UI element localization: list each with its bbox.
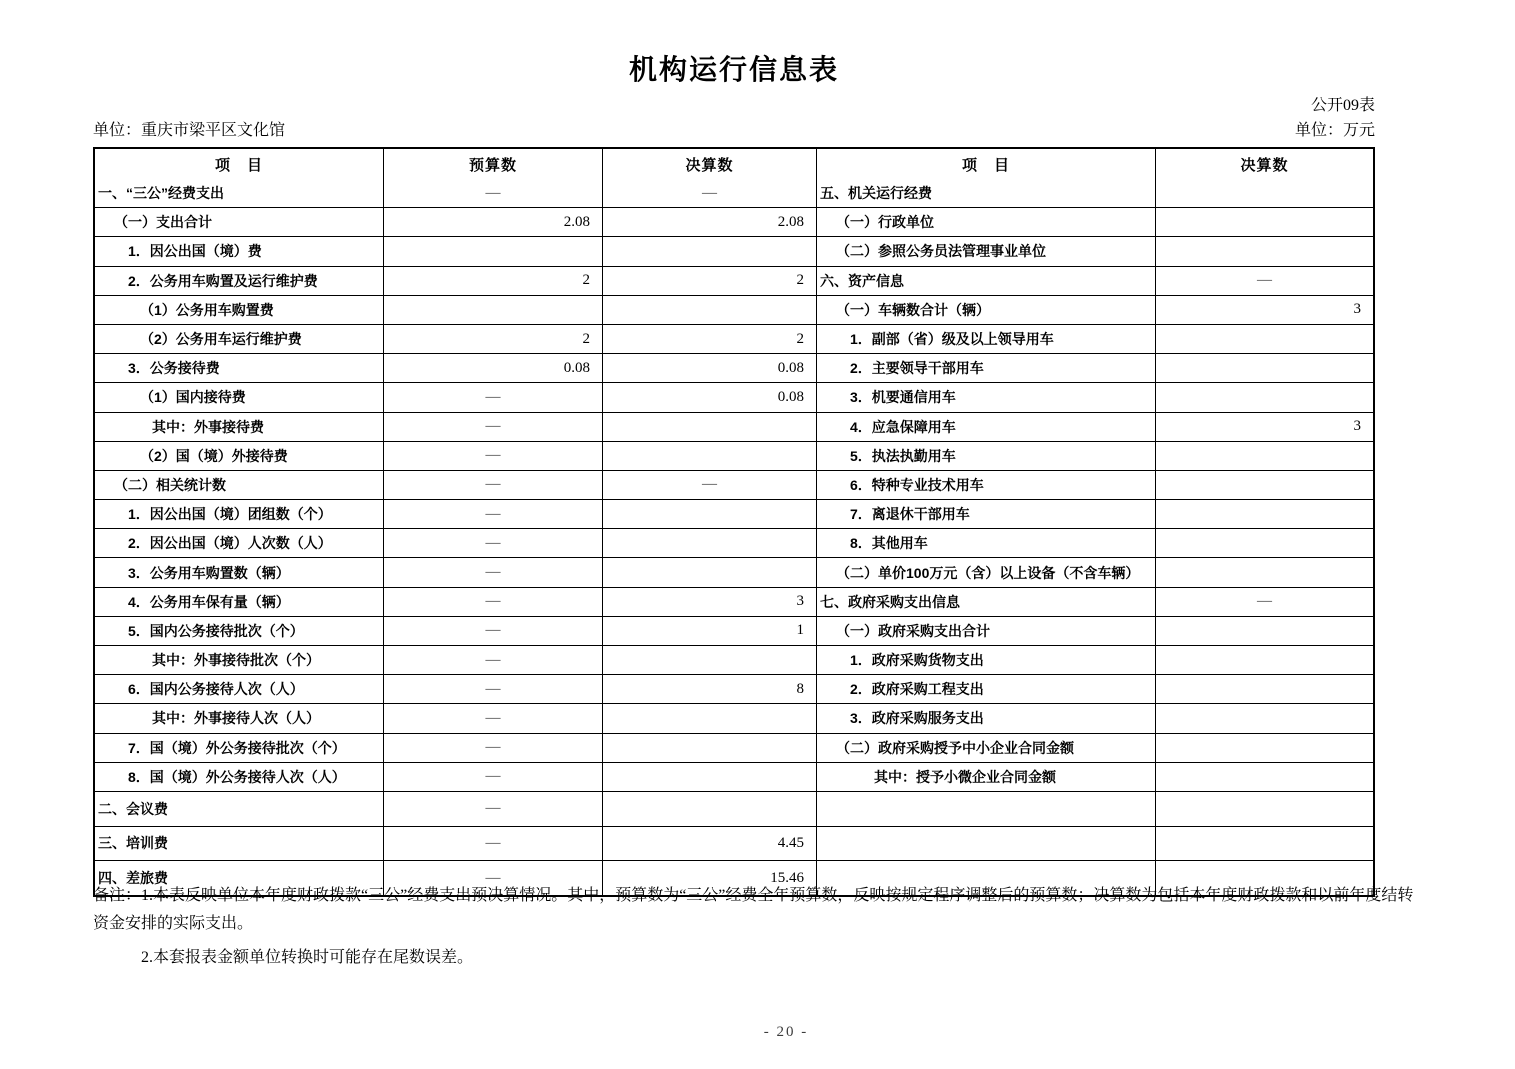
item-cell-left: （2）公务用车运行维护费	[95, 325, 384, 353]
final-cell-right	[1156, 237, 1373, 265]
final-cell-left: 8	[603, 675, 817, 703]
budget-cell: —	[384, 646, 603, 674]
budget-cell: —	[384, 827, 603, 861]
item-cell-right: 6．特种专业技术用车	[817, 471, 1156, 499]
final-cell-right	[1156, 442, 1373, 470]
item-cell-right: 7．离退休干部用车	[817, 500, 1156, 528]
budget-cell: —	[384, 792, 603, 826]
final-cell-right: —	[1257, 272, 1272, 289]
table-row	[95, 587, 1373, 616]
table-row	[95, 382, 1373, 411]
item-cell-right: 4．应急保障用车	[817, 413, 1156, 441]
table-row	[95, 295, 1373, 324]
item-cell-right: （二）单价100万元（含）以上设备（不含车辆）	[817, 558, 1156, 586]
final-cell-left	[603, 734, 817, 762]
final-cell-right	[1156, 617, 1373, 645]
item-cell-left: 4．公务用车保有量（辆）	[95, 588, 384, 616]
final-cell-left: 3	[603, 588, 817, 616]
item-cell-right: 1．副部（省）级及以上领导用车	[817, 325, 1156, 353]
item-cell-right: （二）政府采购授予中小企业合同金额	[817, 734, 1156, 762]
budget-cell: 0.08	[384, 354, 603, 382]
budget-cell: —	[384, 617, 603, 645]
unit-currency-label: 单位：万元	[1294, 122, 1375, 139]
page-number: - 20 -	[763, 1024, 809, 1040]
final-cell-left: 4.45	[603, 827, 817, 861]
item-cell-right: 1．政府采购货物支出	[817, 646, 1156, 674]
table-row	[95, 557, 1373, 586]
table-row	[95, 266, 1373, 295]
final-cell-left	[603, 237, 817, 265]
budget-cell: —	[384, 675, 603, 703]
table-row	[95, 762, 1373, 791]
header-item-left: 项 目	[95, 149, 384, 179]
item-cell-left: （1）国内接待费	[95, 383, 384, 411]
item-cell-left: 其中：外事接待费	[95, 413, 384, 441]
item-cell-left: （2）国（境）外接待费	[95, 442, 384, 470]
header-final-left: 决算数	[603, 149, 817, 179]
table-row	[95, 441, 1373, 470]
final-cell-left: 2.08	[603, 208, 817, 236]
final-cell-right: 3	[1353, 418, 1361, 435]
budget-cell: —	[384, 413, 603, 441]
final-cell-right	[1156, 471, 1373, 499]
table-row	[95, 674, 1373, 703]
item-cell-left: 5．国内公务接待批次（个）	[95, 617, 384, 645]
table-row	[95, 470, 1373, 499]
table-row	[95, 236, 1373, 265]
table-row	[95, 791, 1373, 826]
final-cell-right	[1156, 325, 1373, 353]
item-cell-left: 2．因公出国（境）人次数（人）	[95, 529, 384, 557]
item-cell-left: 1．因公出国（境）团组数（个）	[95, 500, 384, 528]
budget-cell: —	[384, 500, 603, 528]
item-cell-right: 其中：授予小微企业合同金额	[817, 763, 1156, 791]
final-cell-left	[603, 792, 817, 826]
item-cell-right: 2．主要领导干部用车	[817, 354, 1156, 382]
table-header-row	[95, 149, 1373, 179]
note-line: 资金安排的实际支出。	[93, 915, 254, 932]
final-cell-right	[1156, 646, 1373, 674]
table-row	[95, 528, 1373, 557]
table-row	[95, 412, 1373, 441]
budget-cell: 2.08	[384, 208, 603, 236]
item-cell-right: 3．机要通信用车	[817, 383, 1156, 411]
table-row	[95, 645, 1373, 674]
final-cell-right	[1156, 704, 1373, 732]
item-cell-left: 3．公务用车购置数（辆）	[95, 558, 384, 586]
table-row	[95, 499, 1373, 528]
item-cell-left: 2．公务用车购置及运行维护费	[95, 267, 384, 295]
item-cell-right	[817, 792, 1156, 826]
note-line: 2.本套报表金额单位转换时可能存在尾数误差。	[141, 949, 474, 966]
budget-cell	[384, 296, 603, 324]
item-cell-left: 7．国（境）外公务接待批次（个）	[95, 734, 384, 762]
item-cell-left: 6．国内公务接待人次（人）	[95, 675, 384, 703]
item-cell-right: 8．其他用车	[817, 529, 1156, 557]
header-budget: 预算数	[384, 149, 603, 179]
item-cell-right: 2．政府采购工程支出	[817, 675, 1156, 703]
budget-cell: —	[384, 861, 603, 895]
unit-row	[93, 117, 1375, 140]
budget-cell: —	[384, 763, 603, 791]
item-cell-right: （二）参照公务员法管理事业单位	[817, 237, 1156, 265]
item-cell-left: 三、培训费	[95, 827, 384, 861]
item-cell-left: 二、会议费	[95, 792, 384, 826]
final-cell-right: —	[1257, 593, 1272, 610]
item-cell-right	[817, 827, 1156, 861]
final-cell-left: 0.08	[603, 383, 817, 411]
item-cell-right: （一）政府采购支出合计	[817, 617, 1156, 645]
item-cell-left: 四、差旅费	[95, 861, 384, 895]
item-cell-right: 5．执法执勤用车	[817, 442, 1156, 470]
final-cell-left: 0.08	[603, 354, 817, 382]
final-cell-left: 2	[603, 325, 817, 353]
final-cell-right	[1156, 734, 1373, 762]
item-cell-left: 1．因公出国（境）费	[95, 237, 384, 265]
budget-cell: —	[384, 471, 603, 499]
note-line: 备注：1.本表反映单位本年度财政拨款“三公”经费支出预决算情况。其中，预算数为“三公”经费全年预算数，反映按规定程序调整后的预算数；决算数为包括本年度财政拨款和以前年度结转	[93, 887, 1414, 904]
item-cell-right: （一）行政单位	[817, 208, 1156, 236]
item-cell-left: 其中：外事接待批次（个）	[95, 646, 384, 674]
unit-name-label: 单位：重庆市梁平区文化馆	[93, 122, 286, 139]
table-row	[95, 616, 1373, 645]
final-cell-left	[603, 296, 817, 324]
budget-cell: —	[384, 383, 603, 411]
item-cell-left: 3．公务接待费	[95, 354, 384, 382]
item-cell-right: 六、资产信息	[817, 267, 1156, 295]
final-cell-left: 1	[603, 617, 817, 645]
budget-cell: —	[384, 179, 603, 207]
final-cell-left	[603, 763, 817, 791]
table-row	[95, 703, 1373, 732]
final-cell-right	[1156, 827, 1373, 861]
page-title: 机构运行信息表	[628, 55, 839, 86]
table-body	[95, 179, 1373, 895]
table-row	[95, 179, 1373, 207]
header-final-right: 决算数	[1240, 156, 1289, 174]
budget-cell: —	[384, 704, 603, 732]
final-cell-left: —	[603, 179, 817, 207]
final-cell-right	[1156, 179, 1373, 207]
item-cell-left: （二）相关统计数	[95, 471, 384, 499]
final-cell-left	[603, 704, 817, 732]
budget-cell: —	[384, 734, 603, 762]
table-row	[95, 207, 1373, 236]
operation-info-table	[93, 147, 1375, 897]
final-cell-left: 2	[603, 267, 817, 295]
budget-cell: —	[384, 588, 603, 616]
final-cell-right	[1156, 792, 1373, 826]
notes-section	[93, 882, 1493, 972]
table-row	[95, 826, 1373, 861]
final-cell-right	[1156, 354, 1373, 382]
final-cell-right	[1156, 529, 1373, 557]
final-cell-left	[603, 646, 817, 674]
item-cell-left: 8．国（境）外公务接待人次（人）	[95, 763, 384, 791]
final-cell-right	[1156, 208, 1373, 236]
header-item-right: 项 目	[817, 149, 1156, 179]
final-cell-left	[603, 500, 817, 528]
table-row	[95, 324, 1373, 353]
item-cell-left: （1）公务用车购置费	[95, 296, 384, 324]
final-cell-left	[603, 558, 817, 586]
item-cell-left: （一）支出合计	[95, 208, 384, 236]
item-cell-left: 其中：外事接待人次（人）	[95, 704, 384, 732]
table-row	[95, 733, 1373, 762]
budget-cell: 2	[384, 267, 603, 295]
budget-cell: —	[384, 558, 603, 586]
budget-cell: —	[384, 442, 603, 470]
final-cell-right	[1156, 383, 1373, 411]
final-cell-right: 3	[1353, 301, 1361, 318]
item-cell-right: （一）车辆数合计（辆）	[817, 296, 1156, 324]
final-cell-right	[1156, 500, 1373, 528]
final-cell-right	[1156, 675, 1373, 703]
final-cell-left: —	[603, 471, 817, 499]
item-cell-right: 七、政府采购支出信息	[817, 588, 1156, 616]
item-cell-right: 3．政府采购服务支出	[817, 704, 1156, 732]
budget-cell: 2	[384, 325, 603, 353]
doc-number-label: 公开09表	[1310, 97, 1375, 114]
final-cell-left	[603, 529, 817, 557]
budget-cell	[384, 237, 603, 265]
final-cell-left	[603, 442, 817, 470]
final-cell-left	[603, 413, 817, 441]
budget-cell: —	[384, 529, 603, 557]
final-cell-left: 15.46	[603, 861, 817, 895]
final-cell-right	[1156, 763, 1373, 791]
final-cell-right	[1156, 558, 1373, 586]
item-cell-right: 五、机关运行经费	[817, 179, 1156, 207]
item-cell-left: 一、“三公”经费支出	[95, 179, 384, 207]
table-row	[95, 353, 1373, 382]
